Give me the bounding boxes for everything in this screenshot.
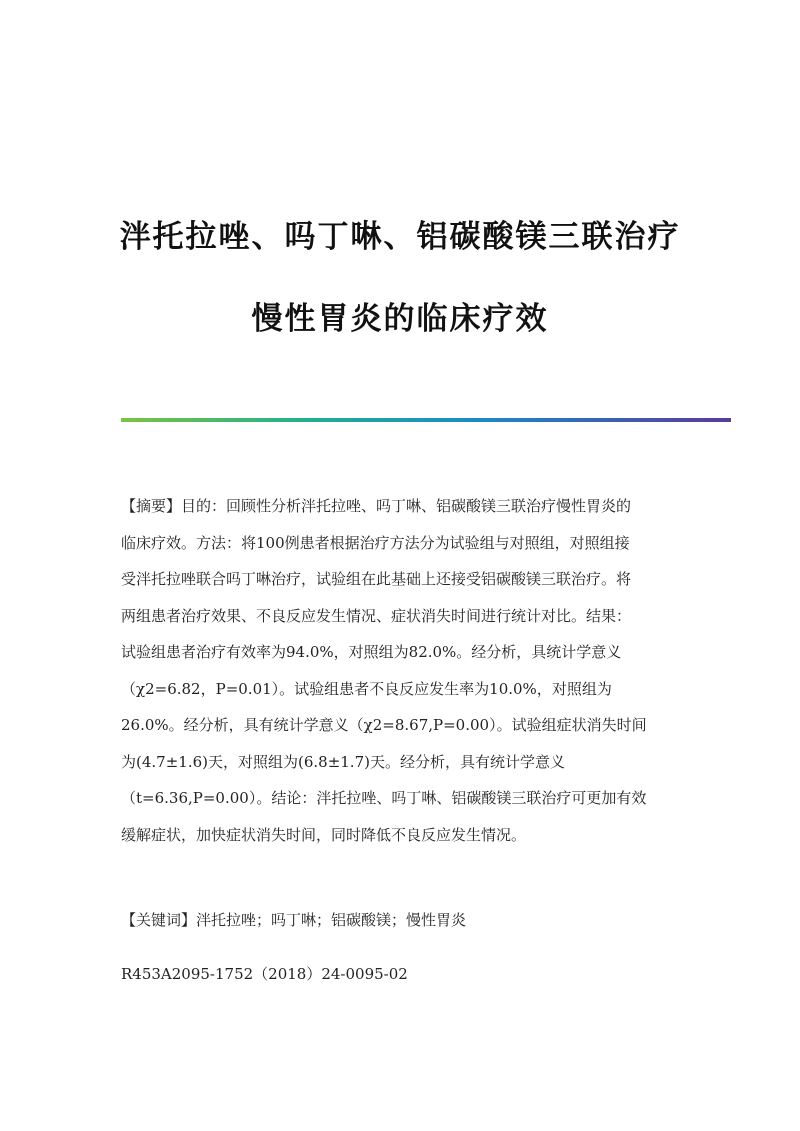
abstract-line: 试验组患者治疗有效率为94.0%，对照组为82.0%。经分析，具统计学意义 xyxy=(121,643,622,661)
abstract-paragraph xyxy=(121,488,681,853)
abstract-line: 缓解症状，加快症状消失时间，同时降低不良反应发生情况。 xyxy=(121,825,527,844)
abstract-line: 为(4.7±1.6)天，对照组为(6.8±1.7)天。经分析，具有统计学意义 xyxy=(121,752,565,771)
abstract-line: 两组患者治疗效果、不良反应发生情况、症状消失时间进行统计对比。结果： xyxy=(121,606,632,625)
abstract-line: （χ2=6.82，P=0.01）。试验组患者不良反应发生率为10.0%，对照组为 xyxy=(121,679,612,698)
abstract-line: （t=6.36,P=0.00）。结论：泮托拉唑、吗丁啉、铝碳酸镁三联治疗可更加有效 xyxy=(121,789,647,807)
classification-code: R453A2095-1752（2018）24-0095-02 xyxy=(121,965,408,983)
abstract-line: 临床疗效。方法：将100例患者根据治疗方法分为试验组与对照组，对照组接 xyxy=(121,533,630,552)
abstract xyxy=(121,488,681,853)
page-title-line-2: 慢性胃炎的临床疗效 xyxy=(251,300,549,337)
keywords: 【关键词】泮托拉唑；吗丁啉；铝碳酸镁；慢性胃炎 xyxy=(121,911,467,929)
title-divider xyxy=(121,418,731,422)
page-title-line-1: 泮托拉唑、吗丁啉、铝碳酸镁三联治疗 xyxy=(119,218,681,255)
abstract-line: 26.0%。经分析，具有统计学意义（χ2=8.67,P=0.00）。试验组症状消失时间 xyxy=(121,716,647,734)
abstract-line: 【摘要】目的：回顾性分析泮托拉唑、吗丁啉、铝碳酸镁三联治疗慢性胃炎的 xyxy=(121,497,632,515)
abstract-line: 受泮托拉唑联合吗丁啉治疗，试验组在此基础上还接受铝碳酸镁三联治疗。将 xyxy=(121,570,632,588)
